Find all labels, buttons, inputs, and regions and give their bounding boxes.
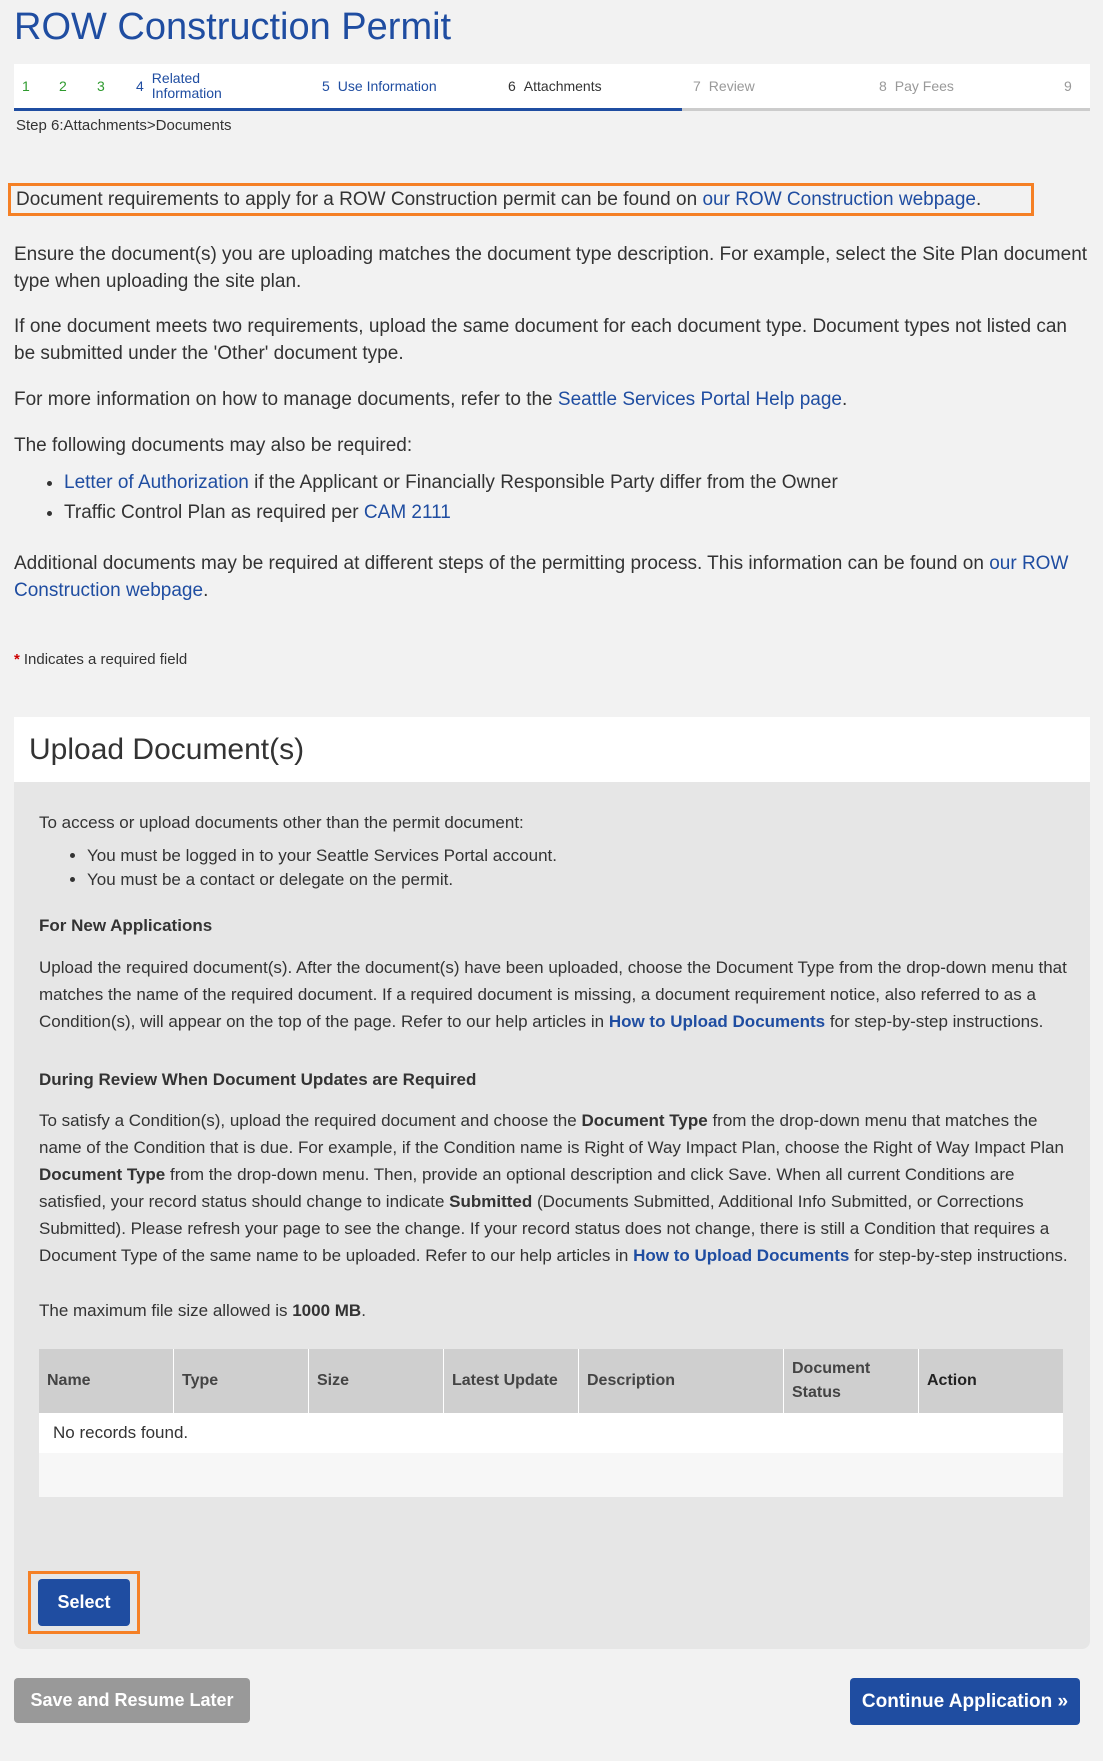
intro-paragraph-4: The following documents may also be required: [14, 435, 413, 456]
select-button-highlight [28, 1571, 140, 1634]
list-item: • You must be a contact or delegate on the permit. [87, 868, 557, 892]
step-5-use-information[interactable]: 5 Use Information [322, 77, 437, 94]
access-requirements-list [39, 844, 557, 892]
column-header-latest-update[interactable]: Latest Update [444, 1349, 579, 1413]
list-item: • Traffic Control Plan as required per CAM 2111 [64, 498, 1089, 528]
access-instructions: To access or upload documents other than the permit document: [39, 813, 524, 832]
list-item: • You must be logged in to your Seattle Services Portal account. [87, 844, 557, 868]
row-construction-webpage-link-2[interactable]: our ROW Construction webpage [14, 553, 1069, 601]
additional-documents-list [14, 468, 1089, 528]
step-3[interactable]: 3 [97, 77, 105, 94]
step-9: 9 [1064, 77, 1072, 94]
step-label: Review [708, 77, 755, 94]
step-label: Related Information [151, 70, 222, 101]
step-7-review: 7 Review [693, 77, 755, 94]
during-review-text: To satisfy a Condition(s), upload the required document and choose the Document Type from the drop-down menu that matches the name of the Condition that is due. For example, if the Condition name is Right of Way Impact Plan, choose the Right of Way Impact Plan Document Type from the drop-down menu. Then, provide an optional description and click Save. When all current Conditions are satisfied, your record status should change to indicate Submitted (Documents Submitted, Additional Info Submitted, or Corrections Submitted). Please refresh your page to see the change. If your record status does not change, there is still a Condition that requires a Document Type of the same name to be uploaded. Refer to our help articles in How to Upload Documents for step-by-step instructions. [39, 1111, 1068, 1265]
column-header-type[interactable]: Type [174, 1349, 309, 1413]
help-page-link[interactable]: Seattle Services Portal Help page [557, 389, 842, 410]
upload-panel-title: Upload Document(s) [14, 717, 1090, 782]
step-2[interactable]: 2 [59, 77, 67, 94]
column-header-size[interactable]: Size [309, 1349, 444, 1413]
intro-paragraph-5: Additional documents may be required at different steps of the permitting process. This information can be found on our ROW Construction webpage. [14, 553, 1069, 601]
step-label: Pay Fees [894, 77, 954, 94]
intro-paragraph-2: If one document meets two requirements, upload the same document for each document type. Document types not listed can be submitted under the 'Other' document type. [14, 316, 1067, 364]
select-button[interactable]: Select [38, 1579, 130, 1626]
breadcrumb: Step 6:Attachments>Documents [16, 117, 232, 134]
table-row [39, 1413, 1063, 1453]
cam-2111-link[interactable]: CAM 2111 [363, 502, 451, 523]
upload-documents-panel [14, 717, 1090, 1649]
save-and-resume-later-button[interactable]: Save and Resume Later [14, 1678, 250, 1723]
no-records-message: No records found. [39, 1413, 1063, 1453]
max-file-size-note: The maximum file size allowed is 1000 MB. [39, 1301, 366, 1320]
step-4-related-information[interactable]: 4 Related Information [136, 64, 232, 108]
step-6-attachments[interactable]: 6 Attachments [508, 77, 602, 94]
list-item: • Letter of Authorization if the Applicant or Financially Responsible Party differ from the Owner [64, 468, 1089, 498]
new-applications-text: Upload the required document(s). After the document(s) have been uploaded, choose the Document Type from the drop-down menu that matches the name of the required document. If a required document is missing, a document requirement notice, also referred to as a Condition(s), will appear on the top of the page. Refer to our help articles in How to Upload Documents for step-by-step instructions. [39, 958, 1067, 1031]
table-header-row [39, 1349, 1063, 1413]
column-header-description[interactable]: Description [579, 1349, 784, 1413]
step-1[interactable]: 1 [22, 77, 30, 94]
page-title: ROW Construction Permit [14, 6, 452, 48]
row-construction-webpage-link[interactable]: our ROW Construction webpage [702, 189, 976, 210]
intro-paragraph-3: For more information on how to manage documents, refer to the Seattle Services Portal Help page. [14, 389, 848, 410]
step-8-pay-fees: 8 Pay Fees [879, 77, 954, 94]
step-label: Attachments [523, 77, 602, 94]
required-field-note: * Indicates a required field [14, 651, 188, 668]
how-to-upload-documents-link[interactable]: How to Upload Documents [608, 1012, 826, 1031]
during-review-heading: During Review When Document Updates are Required [39, 1070, 477, 1089]
column-header-action: Action [919, 1349, 1064, 1413]
step-label: Use Information [337, 77, 437, 94]
column-header-name[interactable]: Name [39, 1349, 174, 1413]
column-header-document-status[interactable]: Document Status [784, 1349, 919, 1413]
table-row [39, 1453, 1063, 1497]
how-to-upload-documents-link-2[interactable]: How to Upload Documents [633, 1246, 850, 1265]
documents-table [39, 1349, 1063, 1497]
required-asterisk-icon: * [14, 651, 20, 668]
letter-of-authorization-link[interactable]: Letter of Authorization [64, 472, 249, 493]
progress-complete-indicator [14, 108, 682, 111]
new-applications-heading: For New Applications [39, 916, 213, 935]
intro-paragraph-1: Ensure the document(s) you are uploading matches the document type description. For example, select the Site Plan document type when uploading the site plan. [14, 244, 1088, 292]
step-progress-bar [14, 64, 1090, 111]
document-requirements-notice: Document requirements to apply for a ROW Construction permit can be found on our ROW Construction webpage. [8, 183, 1034, 216]
continue-application-button[interactable]: Continue Application » [850, 1678, 1080, 1725]
